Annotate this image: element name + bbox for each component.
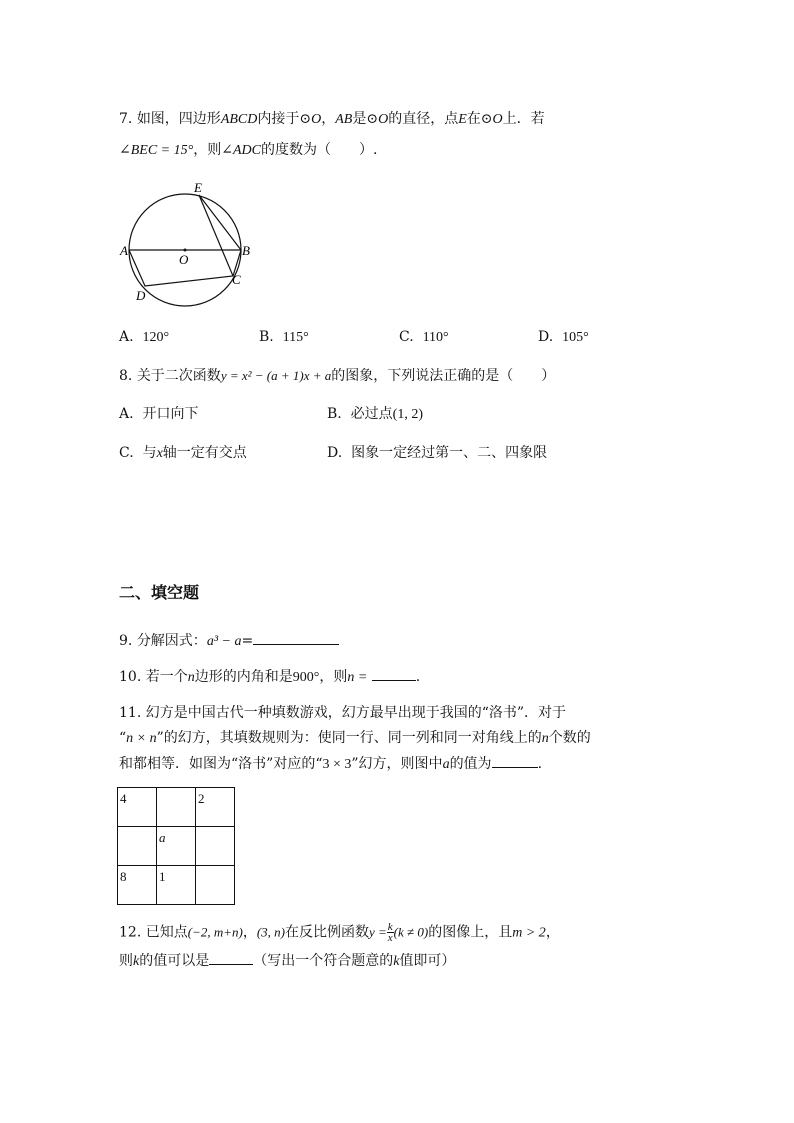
grid-cell [196, 866, 235, 905]
q11-line3: 和都相等．如图为“洛书”对应的“3 × 3”幻方，则图中a的值为 . [119, 753, 542, 775]
q12-line2: 则k的值可以是 （写出一个符合题意的k值即可） [119, 950, 455, 972]
q11-answer-blank[interactable] [492, 753, 538, 768]
q8-option-d[interactable]: D. 图象一定经过第一、二、四象限 [327, 445, 548, 461]
grid-cell: 8 [118, 866, 157, 905]
grid-row [118, 866, 235, 905]
q12-answer-blank[interactable] [209, 950, 253, 965]
q8-option-a[interactable]: A. 开口向下 [119, 406, 199, 422]
fraction-k-over-x: $\frac{k}{x}$ [387, 921, 393, 944]
label-o: O [179, 252, 189, 267]
q9-line: 9. 分解因式：a³ − a= [119, 630, 339, 652]
q7-option-c[interactable]: C. 110° [399, 329, 449, 345]
circle-symbol: ⊙ [299, 112, 312, 127]
grid-cell [157, 788, 196, 827]
q12-line1: 12. 已知点(−2, m+n)，(3, n)在反比例函数y = $\frac{k}{x}$ (k ≠ 0)的图像上，且m > 2， [119, 921, 560, 944]
q7-figure-circle [115, 180, 255, 310]
label-a: A [120, 243, 128, 258]
q8-line1: 8. 关于二次函数y = x² − (a + 1)x + a的图象，下列说法正确的是（ ） [119, 368, 556, 384]
grid-cell: 4 [118, 788, 157, 827]
q8-option-b[interactable]: B. 必过点(1, 2) [327, 406, 423, 422]
grid-cell: a [157, 827, 196, 866]
grid-row [118, 788, 235, 827]
grid-cell: 1 [157, 866, 196, 905]
grid-cell: 2 [196, 788, 235, 827]
q8-option-c[interactable]: C. 与x轴一定有交点 [119, 445, 247, 461]
segment-ec [199, 195, 233, 276]
q7-option-b[interactable]: B. 115° [259, 329, 309, 345]
q11-line2: “n × n”的幻方，其填数规则为：使同一行、同一列和同一对角线上的n个数的 [119, 730, 591, 746]
label-d: D [136, 288, 146, 303]
q8-number: 8. [119, 368, 133, 384]
section-heading-fill-in: 二、填空题 [119, 583, 200, 602]
magic-square-grid [117, 787, 235, 905]
q7-option-d[interactable]: D. 105° [538, 329, 589, 345]
grid-cell [118, 827, 157, 866]
q7-line1: 7. 如图，四边形ABCD内接于⊙O，AB是⊙O的直径，点E在⊙O上．若 [119, 111, 545, 127]
q9-answer-blank[interactable] [253, 630, 339, 645]
q7-option-a[interactable]: A. 120° [119, 329, 170, 345]
label-b: B [242, 243, 250, 258]
q8-formula: y = x² − (a + 1)x + a [220, 368, 332, 383]
q10-answer-blank[interactable] [372, 666, 416, 681]
q7-line2: ∠BEC = 15°，则∠ADC的度数为（ ）. [119, 142, 378, 158]
q10-line: 10. 若一个n边形的内角和是900°，则n = . [119, 666, 420, 688]
label-c: C [232, 272, 241, 287]
label-e: E [194, 180, 202, 195]
circle-symbol: ⊙ [366, 112, 379, 127]
q11-line1: 11. 幻方是中国古代一种填数游戏，幻方最早出现于我国的“洛书”．对于 [119, 705, 567, 721]
q7-number: 7. [119, 111, 133, 127]
segment-eb [199, 195, 241, 250]
circle-symbol: ⊙ [480, 112, 493, 127]
grid-row [118, 827, 235, 866]
grid-cell [196, 827, 235, 866]
